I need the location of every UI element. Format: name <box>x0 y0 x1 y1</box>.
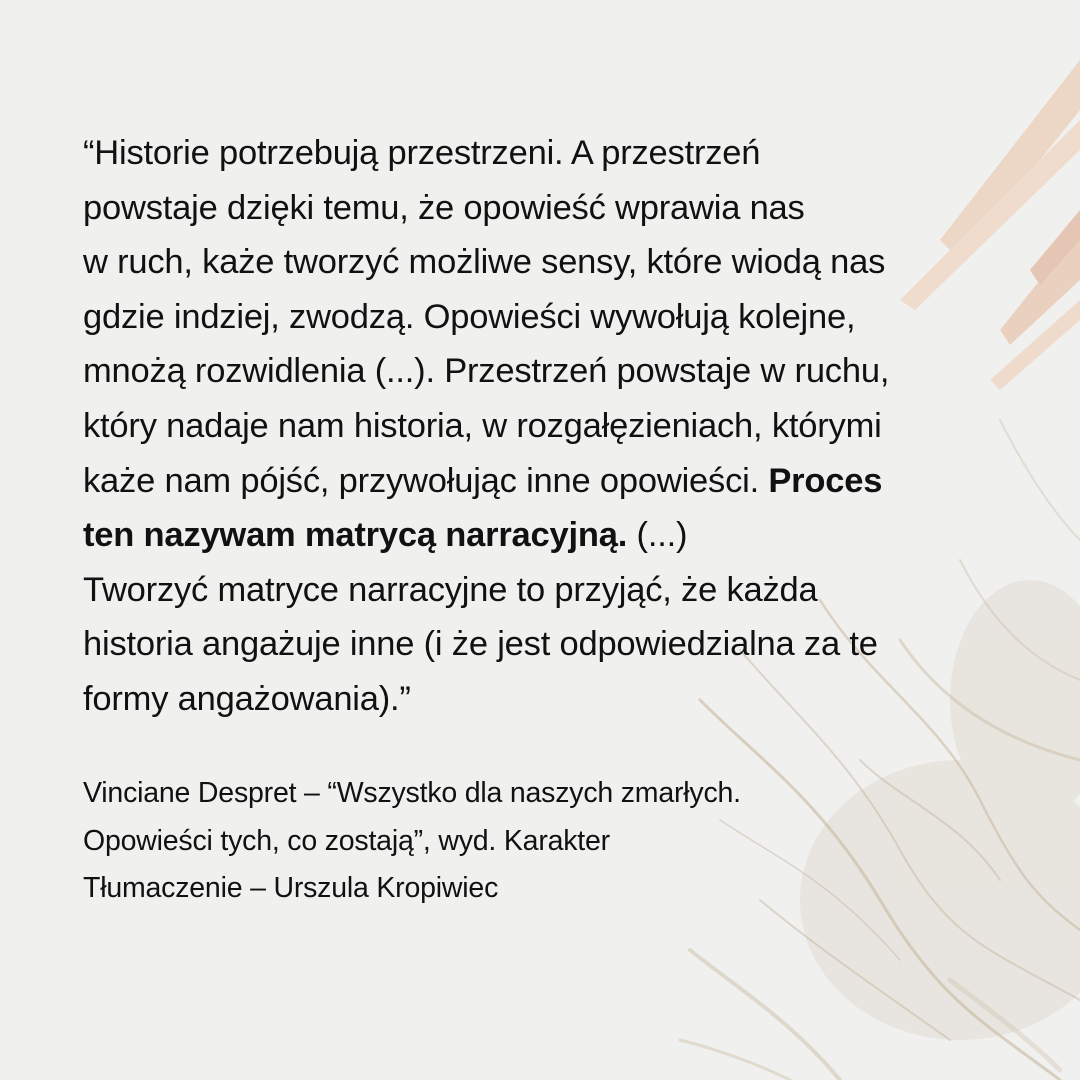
quote-line: mnożą rozwidlenia (...). Przestrzeń powstaje w ruchu, <box>83 352 890 391</box>
quote-text <box>83 126 1003 727</box>
quote-line: który nadaje nam historia, w rozgałęzieniach, którymi <box>83 406 882 445</box>
citation-translator: Tłumaczenie – Urszula Kropiwiec <box>83 872 499 904</box>
quote-line-with-bold <box>83 508 1003 563</box>
quote-line-with-bold <box>83 454 1003 509</box>
quote-line: historia angażuje inne (i że jest odpowiedzialna za te <box>83 625 878 664</box>
quote-citation <box>83 770 983 913</box>
quote-line: Tworzyć matryce narracyjne to przyjąć, że każda <box>83 570 818 609</box>
quote-line: gdzie indziej, zwodzą. Opowieści wywołują kolejne, <box>83 297 856 336</box>
citation-author-title: Vinciane Despret – “Wszystko dla naszych zmarłych. <box>83 777 741 809</box>
citation-publisher: Opowieści tych, co zostają”, wyd. Karakter <box>83 824 610 857</box>
quote-line: powstaje dzięki temu, że opowieść wprawia nas <box>83 188 805 227</box>
quote-ellipsis: (...) <box>627 516 688 555</box>
quote-line: formy angażowania).” <box>83 679 411 718</box>
quote-line-text: każe nam pójść, przywołując inne opowieści. <box>83 461 769 500</box>
quote-bold-emphasis: ten nazywam matrycą narracyjną. <box>83 516 628 555</box>
quote-bold-emphasis: Proces <box>768 461 883 500</box>
quote-line: “Historie potrzebują przestrzeni. A przestrzeń <box>83 134 761 172</box>
quote-line: w ruch, każe tworzyć możliwe sensy, które wiodą nas <box>83 243 886 282</box>
